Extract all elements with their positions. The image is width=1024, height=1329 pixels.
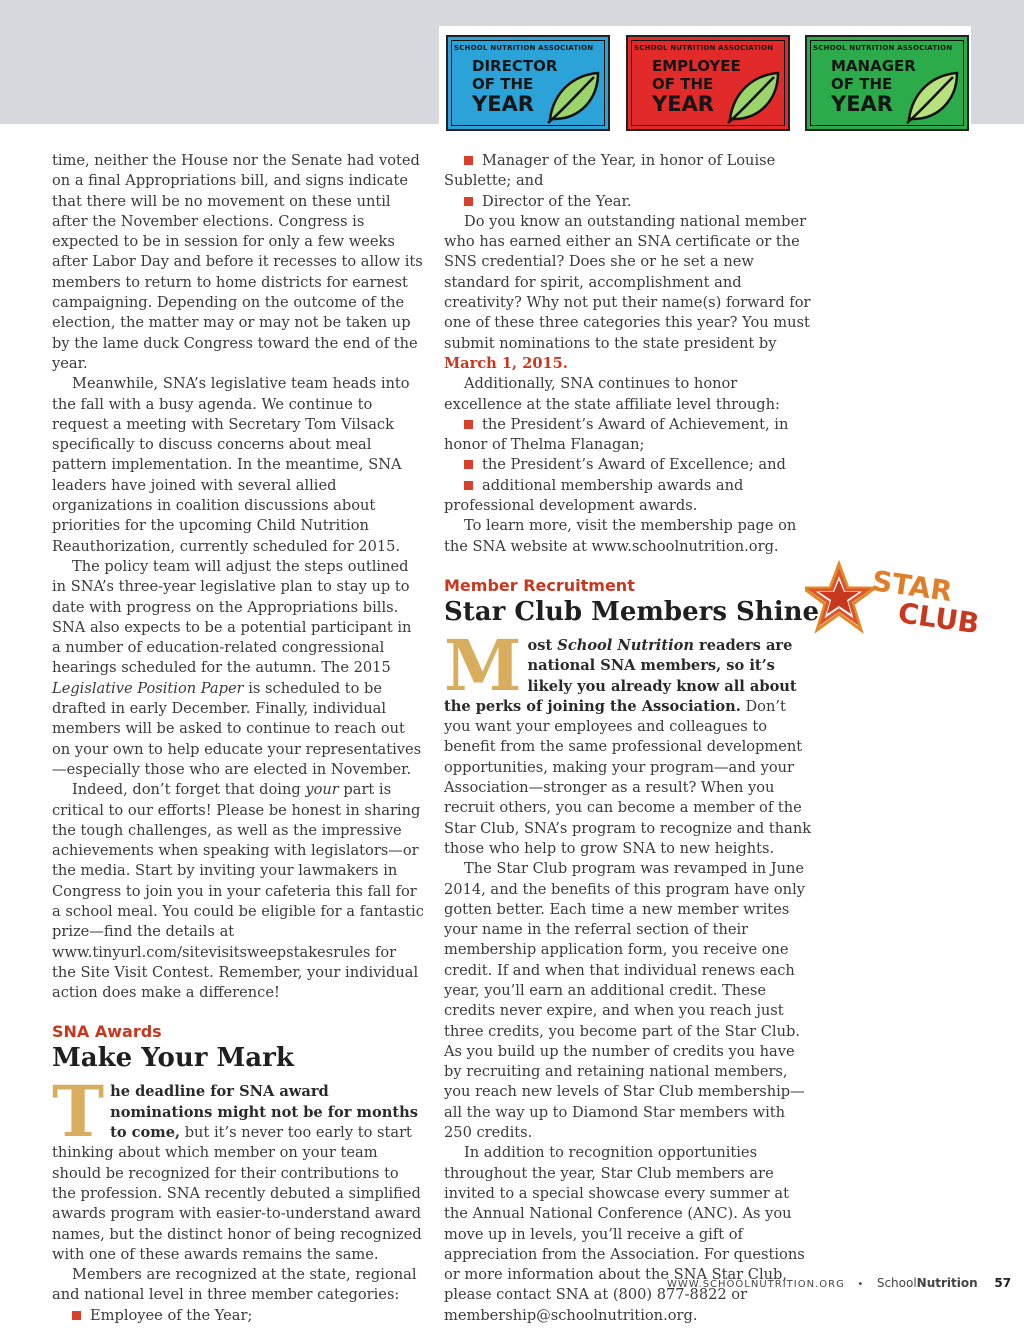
badge-line3: YEAR [652,92,714,116]
paragraph: Indeed, don’t forget that doing your part is critical to our efforts! Please be honest in sharing the tough challenges, as well as the impressive achievements when speaking with legislators—or the media. Start by inviting your lawmakers in Congress to join you in your cafeteria this fall for a school meal. You could be eligible for a fantastic prize—find the details at www.tinyurl.com/sitevisitsweepstakesrules for the Site Visit Contest. Remember, your individual action does make a difference! [52,781,424,1002]
footer-separator: • [857,1279,865,1290]
award-badges [439,26,971,138]
bullet-icon [464,420,473,429]
paragraph: The deadline for SNA award nominations might not be for months to come, but it’s never too early to start thinking about which member on your team should be recognized for their contributions to the profession. SNA recently debuted a simplified awards program with easier-to-understand award names, but the distinct honor of being recognized with one of these awards remains the same. [52,1070,422,1263]
section-title: Star Club Members Shine [444,596,820,627]
badge-org: SCHOOL NUTRITION ASSOCIATION [634,44,774,52]
star-logo-top: STAR [870,564,955,609]
badge-org: SCHOOL NUTRITION ASSOCIATION [813,44,953,52]
badge-line2: OF THE [472,75,534,93]
left-column [52,151,424,1326]
bullet-icon [464,156,473,165]
star-club-logo [805,560,985,640]
badge-line2: OF THE [652,75,714,93]
badge-line2: OF THE [831,75,893,93]
paragraph: Most School Nutrition readers are national SNA members, so it’s likely you already know all about the perks of joining the Association. Don’t you want your employees and colleagues to benefit from the same professional development opportunities, making your program—and your Association—stronger as a result? When you recruit others, you can become a member of the Star Club, SNA’s program to recognize and thank those who help to grow SNA to new heights. [444,623,812,857]
bullet-icon [464,197,473,206]
badge-manager [805,35,969,131]
list-item: additional membership awards and professional development awards. [444,476,744,515]
list-item: the President’s Award of Excellence; and [444,455,816,475]
paragraph: Additionally, SNA continues to honor excellence at the state affiliate level through: [444,375,780,413]
paragraph: Do you know an outstanding national member who has earned either an SNA certificate or the SNS credential? Does she or he set a new standard for spirit, accomplishment and creativity? Why not put their name(s) forward for one of these three categories this year? You must submit nominations to the state president by March 1, 2015. [444,212,811,372]
paragraph: The Star Club program was revamped in June 2014, and the benefits of this program have only gotten better. Each time a new member writes your name in the referral section of their membership application form, you receive one credit. If and when that individual renews each year, you’ll earn an additional credit. These credits never expire, and when you reach just three credits, you become part of the Star Club. As you build up the number of credits you have by recruiting and retaining national members, you reach new levels of Star Club membership—all the way up to Diamond Star members with 250 credits. [444,860,805,1142]
section-kicker: Member Recruitment [444,575,635,595]
list-item: Director of the Year. [444,192,816,212]
paragraph: time, neither the House nor the Senate had voted on a final Appropriations bill, and signs indicate that there will be no movement on these until after the November elections. Congress is expected to be in session for only a few weeks after Labor Day and before it recesses to allow its members to return to home districts for earnest campaigning. Depending on the outcome of the election, the matter may or may not be taken up by the lame duck Congress toward the end of the year. [52,152,423,372]
list-item: Employee of the Year; [52,1306,424,1326]
section-title: Make Your Mark [52,1043,294,1074]
paragraph: To learn more, visit the membership page on the SNA website at www.schoolnutrition.org. [444,517,797,555]
paragraph: The policy team will adjust the steps outlined in SNA’s three-year legislative plan to stay up to date with progress on the Appropriations bills. SNA also expects to be a potential participant in a number of education-related congressional hearings scheduled for the autumn. The 2015 Legislative Position Paper is scheduled to be drafted in early December. Finally, individual members will be asked to continue to reach out on your own to help educate your representatives—especially those who are elected in November. [52,557,422,778]
badge-org: SCHOOL NUTRITION ASSOCIATION [454,44,594,52]
footer-url: WWW.SCHOOLNUTRITION.ORG [667,1279,845,1290]
badge-line1: DIRECTOR [472,57,558,75]
badge-director [446,35,610,131]
section-kicker: SNA Awards [52,1022,162,1042]
right-column [444,151,820,1326]
bullet-icon [464,481,473,490]
paragraph: Meanwhile, SNA’s legislative team heads into the fall with a busy agenda. We continue to request a meeting with Secretary Tom Vilsack specifically to discuss concerns about meal pattern implementation. In the meantime, SNA leaders have joined with several allied organizations in coalition discussions about priorities for the upcoming Child Nutrition Reauthorization, currently scheduled for 2015. [52,375,410,555]
leaf-icon [724,69,782,125]
badge-line1: MANAGER [831,57,916,75]
paragraph: Members are recognized at the state, regional and national level in three member categories: [52,1266,417,1304]
bullet-icon [464,460,473,469]
badge-employee [626,35,790,131]
badge-line3: YEAR [831,92,893,116]
magazine-name: SchoolNutrition [876,1276,978,1290]
star-logo-bottom: CLUB [896,596,982,640]
deadline-date: March 1, 2015. [444,354,568,372]
page-footer [667,1276,1011,1290]
list-item: the President’s Award of Achievement, in honor of Thelma Flanagan; [444,415,789,454]
list-item: Manager of the Year, in honor of Louise Sublette; and [444,152,776,190]
leaf-icon [903,69,961,125]
drop-cap: M [444,623,522,707]
page-number: 57 [994,1276,1012,1290]
drop-cap: T [52,1070,105,1154]
leaf-icon [544,69,602,125]
badge-line1: EMPLOYEE [652,57,741,75]
badge-line3: YEAR [472,92,534,116]
bullet-icon [72,1311,81,1320]
paragraph: In addition to recognition opportunities throughout the year, Star Club members are invited to a special showcase every summer at the Annual National Conference (ANC). As you move up in levels, you’ll receive a gift of appreciation from the Association. For questions or more information about the SNA Star Club, please contact SNA at (800) 877-8822 or membership@schoolnutrition.org. [444,1144,805,1324]
